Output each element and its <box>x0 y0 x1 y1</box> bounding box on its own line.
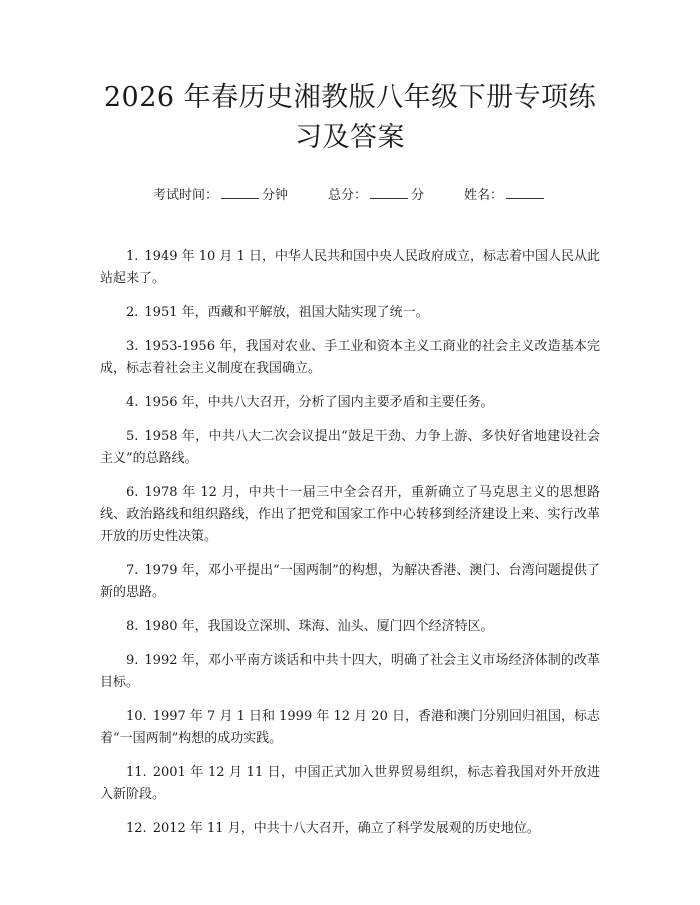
list-item <box>100 482 600 548</box>
list-item <box>100 650 600 694</box>
list-item <box>100 762 600 806</box>
total-score-unit: 分 <box>411 188 425 203</box>
name-blank <box>506 184 544 199</box>
item-list <box>100 246 600 840</box>
item-text: 1978 年 12 月，中共十一届三中全会召开，重新确立了马克思主义的思想路线、政治路线和组织路线，作出了把党和国家工作中心转移到经济建设上来、实行改革开放的历史性决策。 <box>100 485 600 544</box>
list-item <box>100 302 600 324</box>
item-number: 10. <box>126 709 147 724</box>
exam-time-unit: 分钟 <box>261 188 288 203</box>
list-item <box>100 336 600 380</box>
exam-time-blank <box>221 184 259 199</box>
name-field <box>464 184 547 206</box>
list-item <box>100 818 600 840</box>
item-number: 4. <box>126 395 139 410</box>
item-text: 1980 年，我国设立深圳、珠海、汕头、厦门四个经济特区。 <box>144 619 494 634</box>
exam-time-field <box>153 184 288 206</box>
item-number: 3. <box>126 339 139 354</box>
item-text: 1951 年，西藏和平解放，祖国大陆实现了统一。 <box>144 305 429 320</box>
exam-time-label: 考试时间： <box>152 188 218 203</box>
item-number: 1. <box>126 249 139 264</box>
list-item <box>100 616 600 638</box>
item-number: 9. <box>126 653 139 668</box>
list-item <box>100 392 600 414</box>
item-text: 2001 年 12 月 11 日，中国正式加入世界贸易组织，标志着我国对外开放进入新阶段。 <box>100 765 600 802</box>
item-number: 2. <box>126 305 139 320</box>
document-title: 2026 年春历史湘教版八年级下册专项练习及答案 <box>103 82 597 153</box>
item-text: 1956 年，中共八大召开，分析了国内主要矛盾和主要任务。 <box>144 395 494 410</box>
list-item <box>100 246 600 290</box>
item-text: 1949 年 10 月 1 日，中华人民共和国中央人民政府成立，标志着中国人民从此站起来了。 <box>100 249 600 286</box>
total-score-field <box>328 184 424 206</box>
item-number: 5. <box>126 429 139 444</box>
list-item <box>100 706 600 750</box>
name-label: 姓名： <box>464 188 504 203</box>
item-text: 1997 年 7 月 1 日和 1999 年 12 月 20 日，香港和澳门分别回归祖国，标志着“一国两制”构想的成功实践。 <box>100 709 600 746</box>
item-text: 1979 年，邓小平提出“一国两制”的构想，为解决香港、澳门、台湾问题提供了新的思路。 <box>100 563 600 600</box>
item-number: 6. <box>126 485 139 500</box>
item-number: 12. <box>126 821 147 836</box>
total-score-label: 总分： <box>327 188 367 203</box>
item-text: 1958 年，中共八大二次会议提出“鼓足干劲、力争上游、多快好省地建设社会主义”的总路线。 <box>100 429 600 466</box>
list-item <box>100 560 600 604</box>
item-number: 11. <box>126 765 147 780</box>
item-number: 7. <box>126 563 139 578</box>
list-item <box>100 426 600 470</box>
item-text: 1953-1956 年，我国对农业、手工业和资本主义工商业的社会主义改造基本完成，标志着社会主义制度在我国确立。 <box>100 339 600 376</box>
exam-info-bar <box>100 184 600 206</box>
item-text: 2012 年 11 月，中共十八大召开，确立了科学发展观的历史地位。 <box>152 821 540 836</box>
item-text: 1992 年，邓小平南方谈话和中共十四大，明确了社会主义市场经济体制的改革目标。 <box>100 653 600 690</box>
item-number: 8. <box>126 619 139 634</box>
total-score-blank <box>370 184 408 199</box>
